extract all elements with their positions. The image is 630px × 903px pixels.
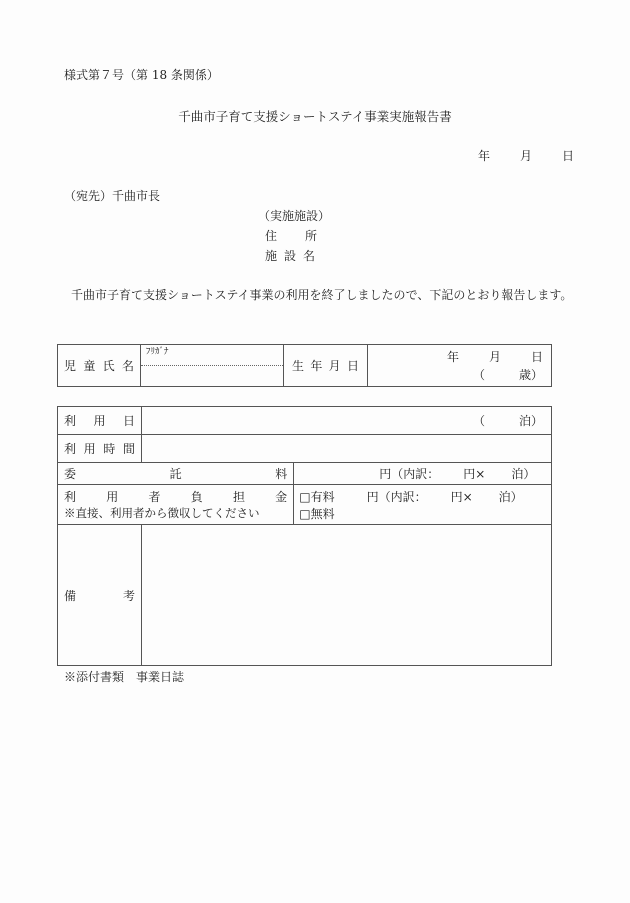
furigana-label: ﾌﾘｶﾞﾅ (146, 347, 169, 357)
furigana-field[interactable] (141, 345, 283, 366)
user-fee-label: 利 用 者 負 担 金 ※直接、利用者から徴収してください (58, 485, 294, 525)
remarks-field[interactable] (142, 525, 552, 666)
facility-block (258, 206, 330, 266)
usage-table (57, 406, 552, 666)
date-year: 年 (478, 149, 491, 163)
user-fee-field: □有料 円（内訳： 円× 泊） □無料 (294, 485, 552, 525)
body-text: 千曲市子育て支援ショートステイ事業の利用を終了しましたので、下記のとおり報告します。 (71, 288, 573, 302)
facility-label: （実施施設） (258, 209, 331, 223)
child-name-label: 児 童 氏 名 (58, 345, 141, 387)
addressee: （宛先）千曲市長 (64, 189, 161, 203)
birth-date-field[interactable]: 年 月 日 （ 歳） (368, 345, 552, 387)
child-name-field[interactable] (141, 345, 284, 387)
age-field[interactable]: （ 歳） (472, 367, 543, 382)
child-name-input[interactable] (141, 366, 283, 386)
remarks-label: 備 考 (58, 525, 142, 666)
commission-label: 委 託 料 (58, 463, 294, 485)
usage-date-label: 利 用 日 (58, 407, 142, 435)
paid-checkbox[interactable]: □有料 (299, 489, 335, 504)
birth-date-label: 生 年 月 日 (284, 345, 368, 387)
date-month: 月 (520, 149, 533, 163)
child-info-table (57, 344, 552, 387)
user-fee-note: ※直接、利用者から徴収してください (64, 506, 260, 520)
attachment-note: ※添付書類 事業日誌 (64, 670, 185, 684)
usage-time-field[interactable] (142, 435, 552, 463)
free-checkbox[interactable]: □無料 (299, 506, 335, 521)
usage-time-label: 利 用 時 間 (58, 435, 142, 463)
report-date (478, 147, 574, 164)
facility-name-label: 施 設 名 (265, 249, 316, 263)
document-title: 千曲市子育て支援ショートステイ事業実施報告書 (178, 109, 452, 124)
facility-address-label: 住 所 (265, 229, 318, 243)
commission-field[interactable]: 円（内訳： 円× 泊） (294, 463, 552, 485)
date-day: 日 (562, 149, 575, 163)
usage-date-field[interactable]: （ 泊） (142, 407, 552, 435)
form-number: 様式第７号（第 18 条関係） (64, 68, 219, 82)
